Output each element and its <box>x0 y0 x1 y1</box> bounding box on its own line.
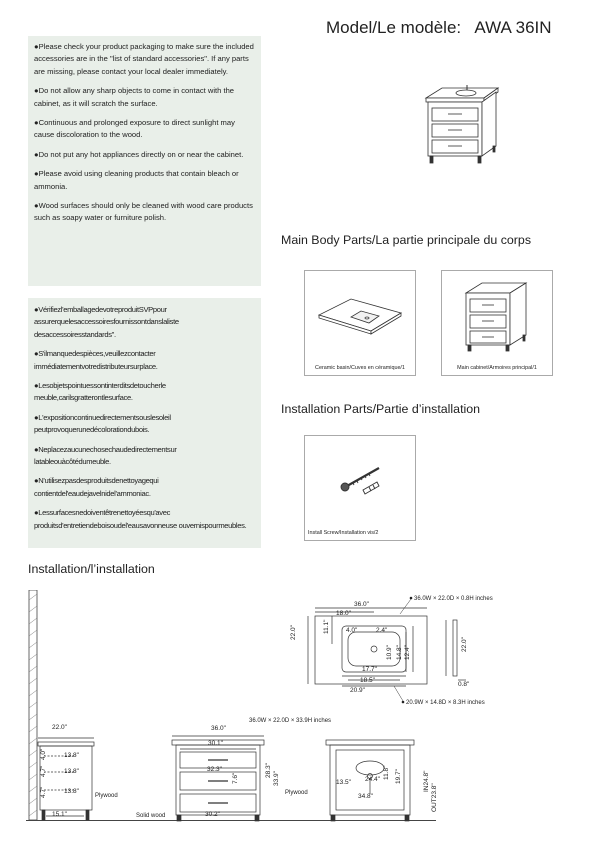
note-fr: ●S'ilmanquedespièces,veuillezcontacter immédiatementvotredistributeursurplace. <box>34 349 158 371</box>
install-screw-card <box>304 435 416 541</box>
side-bottom: 15.1" <box>52 811 67 818</box>
top-basin-outer-w: 20.9" <box>350 687 365 694</box>
front-view-drawing <box>168 734 268 822</box>
top-e: 12.4" <box>404 645 411 660</box>
top-depth: 22.0" <box>290 625 297 640</box>
side-drawer-w2: 13.8" <box>64 768 79 775</box>
ceramic-basin-caption: Ceramic basin/Cuves en céramique/1 <box>315 365 405 371</box>
main-body-title: Main Body Parts/La partie principale du corps <box>281 233 532 247</box>
back-c: 19.7" <box>395 769 402 784</box>
main-cabinet-caption: Main cabinet/Armoires principal/1 <box>457 365 537 371</box>
top-width: 36.0" <box>354 601 369 608</box>
top-thickness: 0.8" <box>458 681 470 688</box>
ceramic-basin-card <box>304 270 416 376</box>
note-fr: ●Lesobjetspointuessontinterditsdetoucherle meuble,carilsgratterontlesurface. <box>34 381 166 403</box>
back-width: 34.8" <box>358 793 373 800</box>
main-cabinet-card <box>441 270 553 376</box>
note-fr: ●Vérifiezl'emballagedevotreproduitSVPpour assurerquelesaccessoiresfournissontdanslaliste desaccessoiresstandards". <box>34 305 179 339</box>
top-d: 14.8" <box>396 645 403 660</box>
screw-icon <box>333 462 389 498</box>
note-fr: ●Neplacezaucunechosechaudedirectementsur latableouàcôtédumeuble. <box>34 444 177 467</box>
note-en: ●Do not allow any sharp objects to come in contact with the cabinet, as it will scratch the surface. <box>34 86 235 108</box>
notes-en-panel <box>28 36 261 286</box>
back-height-out: OUT23.8" <box>431 783 438 812</box>
top-c: 10.9" <box>386 645 393 660</box>
basin-spec: 20.9W × 14.8D × 8.3H inches <box>406 700 485 706</box>
note-en: ●Continuous and prolonged exposure to direct sunlight may cause discoloration to the wood. <box>34 118 235 140</box>
installation-parts-title: Installation Parts/Partie d’installation <box>281 402 481 416</box>
main-cabinet-icon <box>460 279 534 355</box>
front-drawer-front-h: 7.6" <box>232 772 239 784</box>
front-height-a: 28.3" <box>265 763 272 778</box>
front-height-b: 33.9" <box>273 771 280 786</box>
note-en: ●Please check your product packaging to make sure the included accessories are in the "list of standard accessories". If any parts are missing, please contact your local dealer immediately. <box>34 42 254 76</box>
ceramic-basin-icon <box>315 287 405 347</box>
front-bottom-w: 30.2" <box>205 811 220 818</box>
plywood-label-right: Plywood <box>285 790 308 796</box>
side-drawer-w3: 13.8" <box>64 788 79 795</box>
back-a: 13.5" <box>336 779 351 786</box>
side-drawer-w1: 13.8" <box>64 752 79 759</box>
top-spec: 36.0W × 22.0D × 0.8H inches <box>414 596 493 602</box>
note-en: ●Do not put any hot appliances directly on or near the cabinet. <box>34 149 244 159</box>
top-left-offset: 18.0" <box>336 610 351 617</box>
back-height-in: IN24.8" <box>423 770 430 792</box>
side-depth: 22.0" <box>52 724 67 731</box>
top-side-depth: 22.0" <box>461 637 468 652</box>
solid-wood-label: Solid wood <box>136 813 166 819</box>
vanity-illustration <box>418 80 508 166</box>
side-drawer-h2: 4.7" <box>40 765 47 777</box>
note-fr: ●N'utilisezpasdesproduitsdenettoyagequi contientdel'eaudejavelnidel'ammoniac. <box>34 476 159 498</box>
note-fr: ●Lessurfacesnedoiventêtrenettoyéesqu'avec produitsd'entretiendeboisoudel'eausavonneuse ouvernispourmeubles. <box>34 508 247 530</box>
back-bottom: 24.4" <box>365 776 380 783</box>
front-spec: 36.0W × 22.0D × 33.9H inches <box>249 718 332 724</box>
notes-fr-panel <box>28 298 261 548</box>
top-a: 4.0" <box>346 627 358 634</box>
front-inner-w: 30.1" <box>208 740 223 747</box>
install-screw-caption: Install Screw/Installation vis/2 <box>308 530 379 536</box>
plywood-label-left: Plywood <box>95 793 118 799</box>
front-width: 36.0" <box>211 725 226 732</box>
front-drawer-front-w: 32.3" <box>207 766 222 773</box>
model-value: AWA 36IN <box>474 18 552 37</box>
installation-title: Installation/l’installation <box>28 562 155 576</box>
model-label: Model/Le modèle: <box>326 18 462 37</box>
back-b: 11.8" <box>383 765 390 780</box>
top-basin-inner-w: 17.7" <box>362 666 377 673</box>
top-b: 2.4" <box>376 627 388 634</box>
model-title <box>326 18 552 38</box>
note-fr: ●L'expositioncontinuedirectementsouslesoleil peutprovoquerunedécolorationdubois. <box>34 412 171 435</box>
top-inner-depth: 11.1" <box>323 619 330 634</box>
note-en: ●Wood surfaces should only be cleaned with wood care products such as soapy water or furniture polish. <box>34 201 253 223</box>
note-en: ●Please avoid using cleaning products that contain bleach or ammonia. <box>34 169 239 191</box>
side-drawer-h1: 4.0" <box>40 748 47 760</box>
top-basin-w: 18.5" <box>360 677 375 684</box>
side-drawer-h3: 4.7" <box>40 786 47 798</box>
